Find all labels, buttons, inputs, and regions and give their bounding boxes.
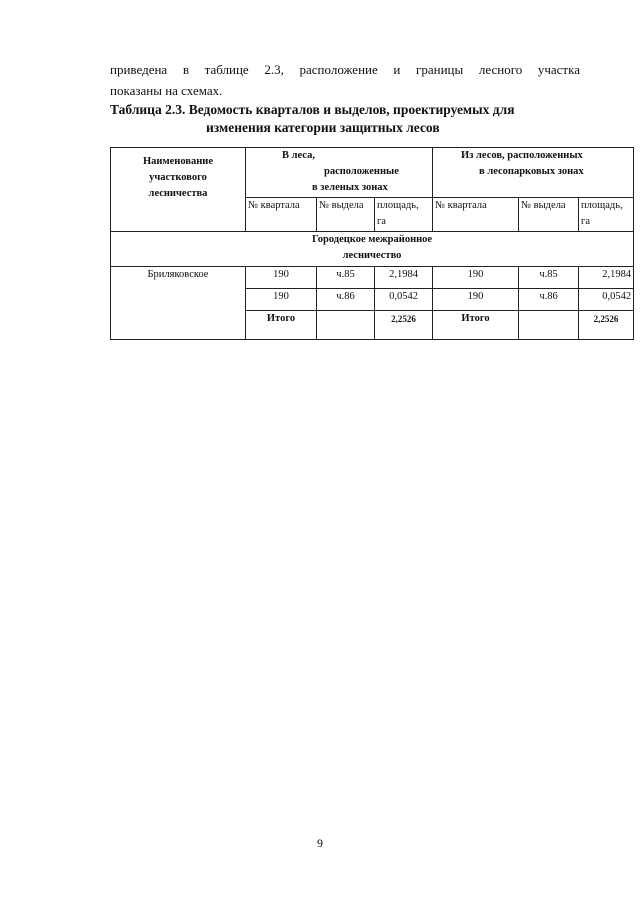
section-line-2: лесничество	[342, 250, 402, 261]
table-header-row	[111, 148, 634, 198]
table-section-row	[111, 232, 634, 267]
header-group-forest-park-zones	[433, 148, 634, 198]
row2-area-1: 0,0542	[375, 289, 433, 311]
row2-vydel-2: ч.86	[519, 289, 579, 311]
header-name-line-3: лесничества	[148, 188, 208, 199]
table-caption	[110, 101, 590, 137]
lesnichestvo-cell: Бриляковское	[111, 267, 246, 340]
group2-line-2: в лесопарковых зонах	[479, 166, 584, 177]
row1-area-1: 2,1984	[375, 267, 433, 289]
total-area-2: 2,2526	[579, 311, 634, 340]
section-mezhrayonnoe	[111, 232, 634, 267]
subheader-area-1: площадь, га	[375, 198, 433, 232]
body-paragraph	[110, 59, 580, 101]
section-line-1: Городецкое межрайонное	[311, 234, 433, 245]
page-number: 9	[317, 836, 323, 850]
table-row	[111, 267, 634, 289]
subheader-kvartal-1: № квартала	[246, 198, 317, 232]
row1-vydel-1: ч.85	[317, 267, 375, 289]
total-label-1: Итого	[246, 311, 317, 340]
quarters-table	[110, 147, 634, 340]
caption-line-2: изменения категории защитных лесов	[206, 120, 440, 135]
paragraph-line-2: показаны на схемах.	[110, 83, 223, 98]
group1-line-2: расположенные	[324, 166, 399, 177]
paragraph-line-1: приведена в таблице 2.3, расположение и границы лесного участка	[110, 62, 580, 77]
subheader-vydel-1: № выдела	[317, 198, 375, 232]
subheader-area-2: площадь, га	[579, 198, 634, 232]
subheader-kvartal-2: № квартала	[433, 198, 519, 232]
row2-vydel-1: ч.86	[317, 289, 375, 311]
row1-kvartal-2: 190	[433, 267, 519, 289]
caption-line-1: Таблица 2.3. Ведомость кварталов и выделов, проектируемых для	[110, 102, 515, 117]
header-group-green-zones	[246, 148, 433, 198]
total-area-1: 2,2526	[375, 311, 433, 340]
row2-area-2: 0,0542	[579, 289, 634, 311]
total-label-2: Итого	[433, 311, 519, 340]
row2-kvartal-2: 190	[433, 289, 519, 311]
group1-line-3: в зеленых зонах	[312, 182, 388, 193]
header-name-line-2: участкового	[149, 172, 207, 183]
group1-line-1: В леса,	[282, 150, 315, 161]
row1-area-2: 2,1984	[579, 267, 634, 289]
row1-kvartal-1: 190	[246, 267, 317, 289]
subheader-vydel-2: № выдела	[519, 198, 579, 232]
row1-vydel-2: ч.85	[519, 267, 579, 289]
total-empty-2	[519, 311, 579, 340]
group2-line-1: Из лесов, расположенных	[461, 150, 583, 161]
total-empty-1	[317, 311, 375, 340]
header-lesnichestvo-name	[111, 148, 246, 232]
row2-kvartal-1: 190	[246, 289, 317, 311]
header-name-line-1: Наименование	[143, 156, 213, 167]
